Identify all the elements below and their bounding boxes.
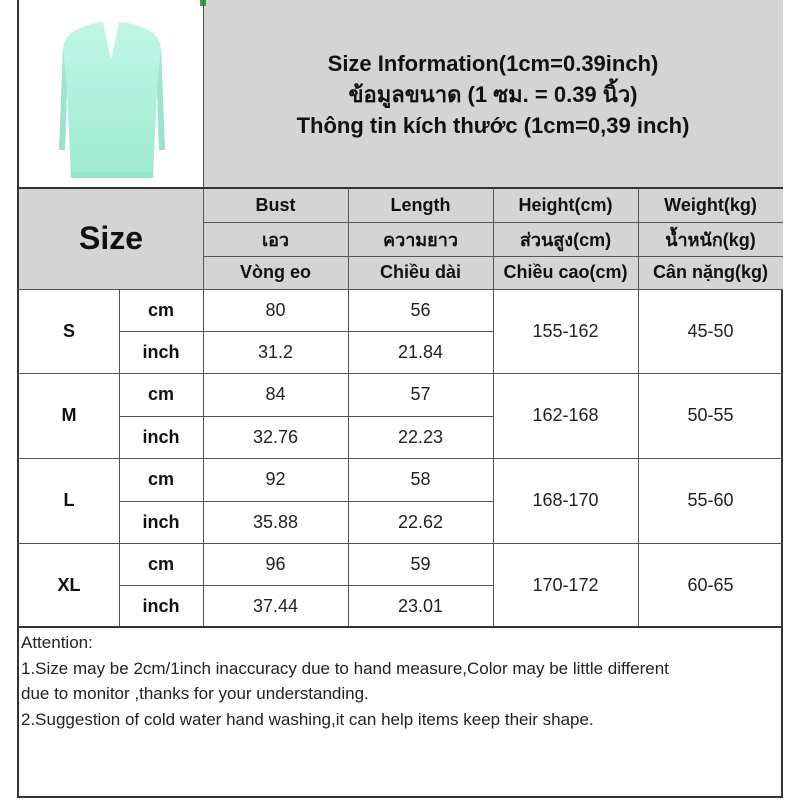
- height-header-en: Height(cm): [518, 194, 613, 215]
- title-thai: ข้อมูลขนาด (1 ซม. = 0.39 นิ้ว): [348, 81, 638, 107]
- grid-line: [17, 187, 783, 189]
- unit-inch: inch: [142, 595, 180, 616]
- weight-header-th: น้ำหนัก(kg): [665, 229, 756, 250]
- grid-line: [119, 416, 493, 417]
- weight-m: 50-55: [687, 405, 734, 425]
- grid-line: [638, 188, 639, 627]
- weight-header-vi: Cân nặng(kg): [653, 262, 768, 282]
- weight-header-en: Weight(kg): [664, 194, 757, 215]
- weight-l: 55-60: [687, 490, 734, 510]
- length-header-th: ความยาว: [383, 229, 458, 250]
- length-cm-l: 58: [410, 469, 431, 489]
- bust-inch-s: 31.2: [257, 341, 294, 362]
- sweater-image: [19, 0, 203, 188]
- size-label-xl: XL: [57, 574, 81, 595]
- title-vietnamese: Thông tin kích thước (1cm=0,39 inch): [296, 112, 690, 138]
- length-inch-m: 22.23: [397, 426, 444, 447]
- size-label-m: M: [61, 405, 77, 425]
- bust-inch-l: 35.88: [252, 511, 299, 532]
- height-header-th: ส่วนสูง(cm): [519, 229, 612, 250]
- length-header-vi: Chiều dài: [379, 262, 461, 282]
- length-inch-l: 22.62: [397, 511, 444, 532]
- length-inch-s: 21.84: [397, 341, 444, 362]
- grid-line: [17, 289, 783, 290]
- bust-cm-xl: 96: [265, 553, 286, 574]
- height-l: 168-170: [532, 490, 599, 510]
- length-cm-s: 56: [410, 299, 431, 320]
- bust-header-th: เอว: [261, 229, 290, 250]
- grid-line: [348, 188, 349, 627]
- bust-cm-l: 92: [265, 469, 286, 489]
- size-label-l: L: [63, 490, 75, 510]
- bust-cm-s: 80: [265, 299, 286, 320]
- unit-cm: cm: [147, 299, 174, 320]
- attention-notes: [21, 630, 779, 732]
- length-cm-m: 57: [410, 384, 431, 404]
- unit-inch: inch: [142, 511, 180, 532]
- height-m: 162-168: [532, 405, 599, 425]
- height-header-vi: Chiều cao(cm): [503, 262, 628, 282]
- grid-line: [17, 373, 783, 374]
- product-photo: [19, 0, 203, 188]
- bust-inch-xl: 37.44: [252, 595, 299, 616]
- bust-cm-m: 84: [265, 384, 286, 404]
- title-english: Size Information(1cm=0.39inch): [327, 50, 659, 76]
- height-s: 155-162: [532, 320, 599, 341]
- size-header: Size: [78, 220, 144, 256]
- size-info-title: [203, 0, 783, 188]
- grid-line: [17, 543, 783, 544]
- weight-s: 45-50: [687, 320, 734, 341]
- length-header-en: Length: [390, 194, 451, 215]
- grid-line: [203, 0, 204, 627]
- unit-inch: inch: [142, 426, 180, 447]
- bust-header-vi: Vòng eo: [240, 262, 311, 282]
- grid-line: [17, 626, 783, 628]
- length-inch-xl: 23.01: [397, 595, 444, 616]
- unit-cm: cm: [147, 384, 174, 404]
- height-xl: 170-172: [532, 574, 599, 595]
- grid-line: [17, 458, 783, 459]
- notes-line: 1.Size may be 2cm/1inch inaccuracy due to hand measure,Color may be little different: [21, 658, 669, 678]
- grid-line: [119, 585, 493, 586]
- bust-inch-m: 32.76: [252, 426, 299, 447]
- unit-inch: inch: [142, 341, 180, 362]
- unit-cm: cm: [147, 553, 174, 574]
- grid-line: [119, 331, 493, 332]
- notes-line: due to monitor ,thanks for your understanding.: [21, 684, 369, 703]
- size-label-s: S: [62, 320, 75, 341]
- bust-header-en: Bust: [255, 194, 296, 215]
- grid-line: [119, 501, 493, 502]
- length-cm-xl: 59: [410, 553, 431, 574]
- notes-heading: Attention:: [21, 633, 93, 652]
- weight-xl: 60-65: [687, 574, 734, 595]
- grid-line: [493, 188, 494, 627]
- unit-cm: cm: [147, 469, 174, 489]
- notes-line: 2.Suggestion of cold water hand washing,it can help items keep their shape.: [21, 709, 594, 729]
